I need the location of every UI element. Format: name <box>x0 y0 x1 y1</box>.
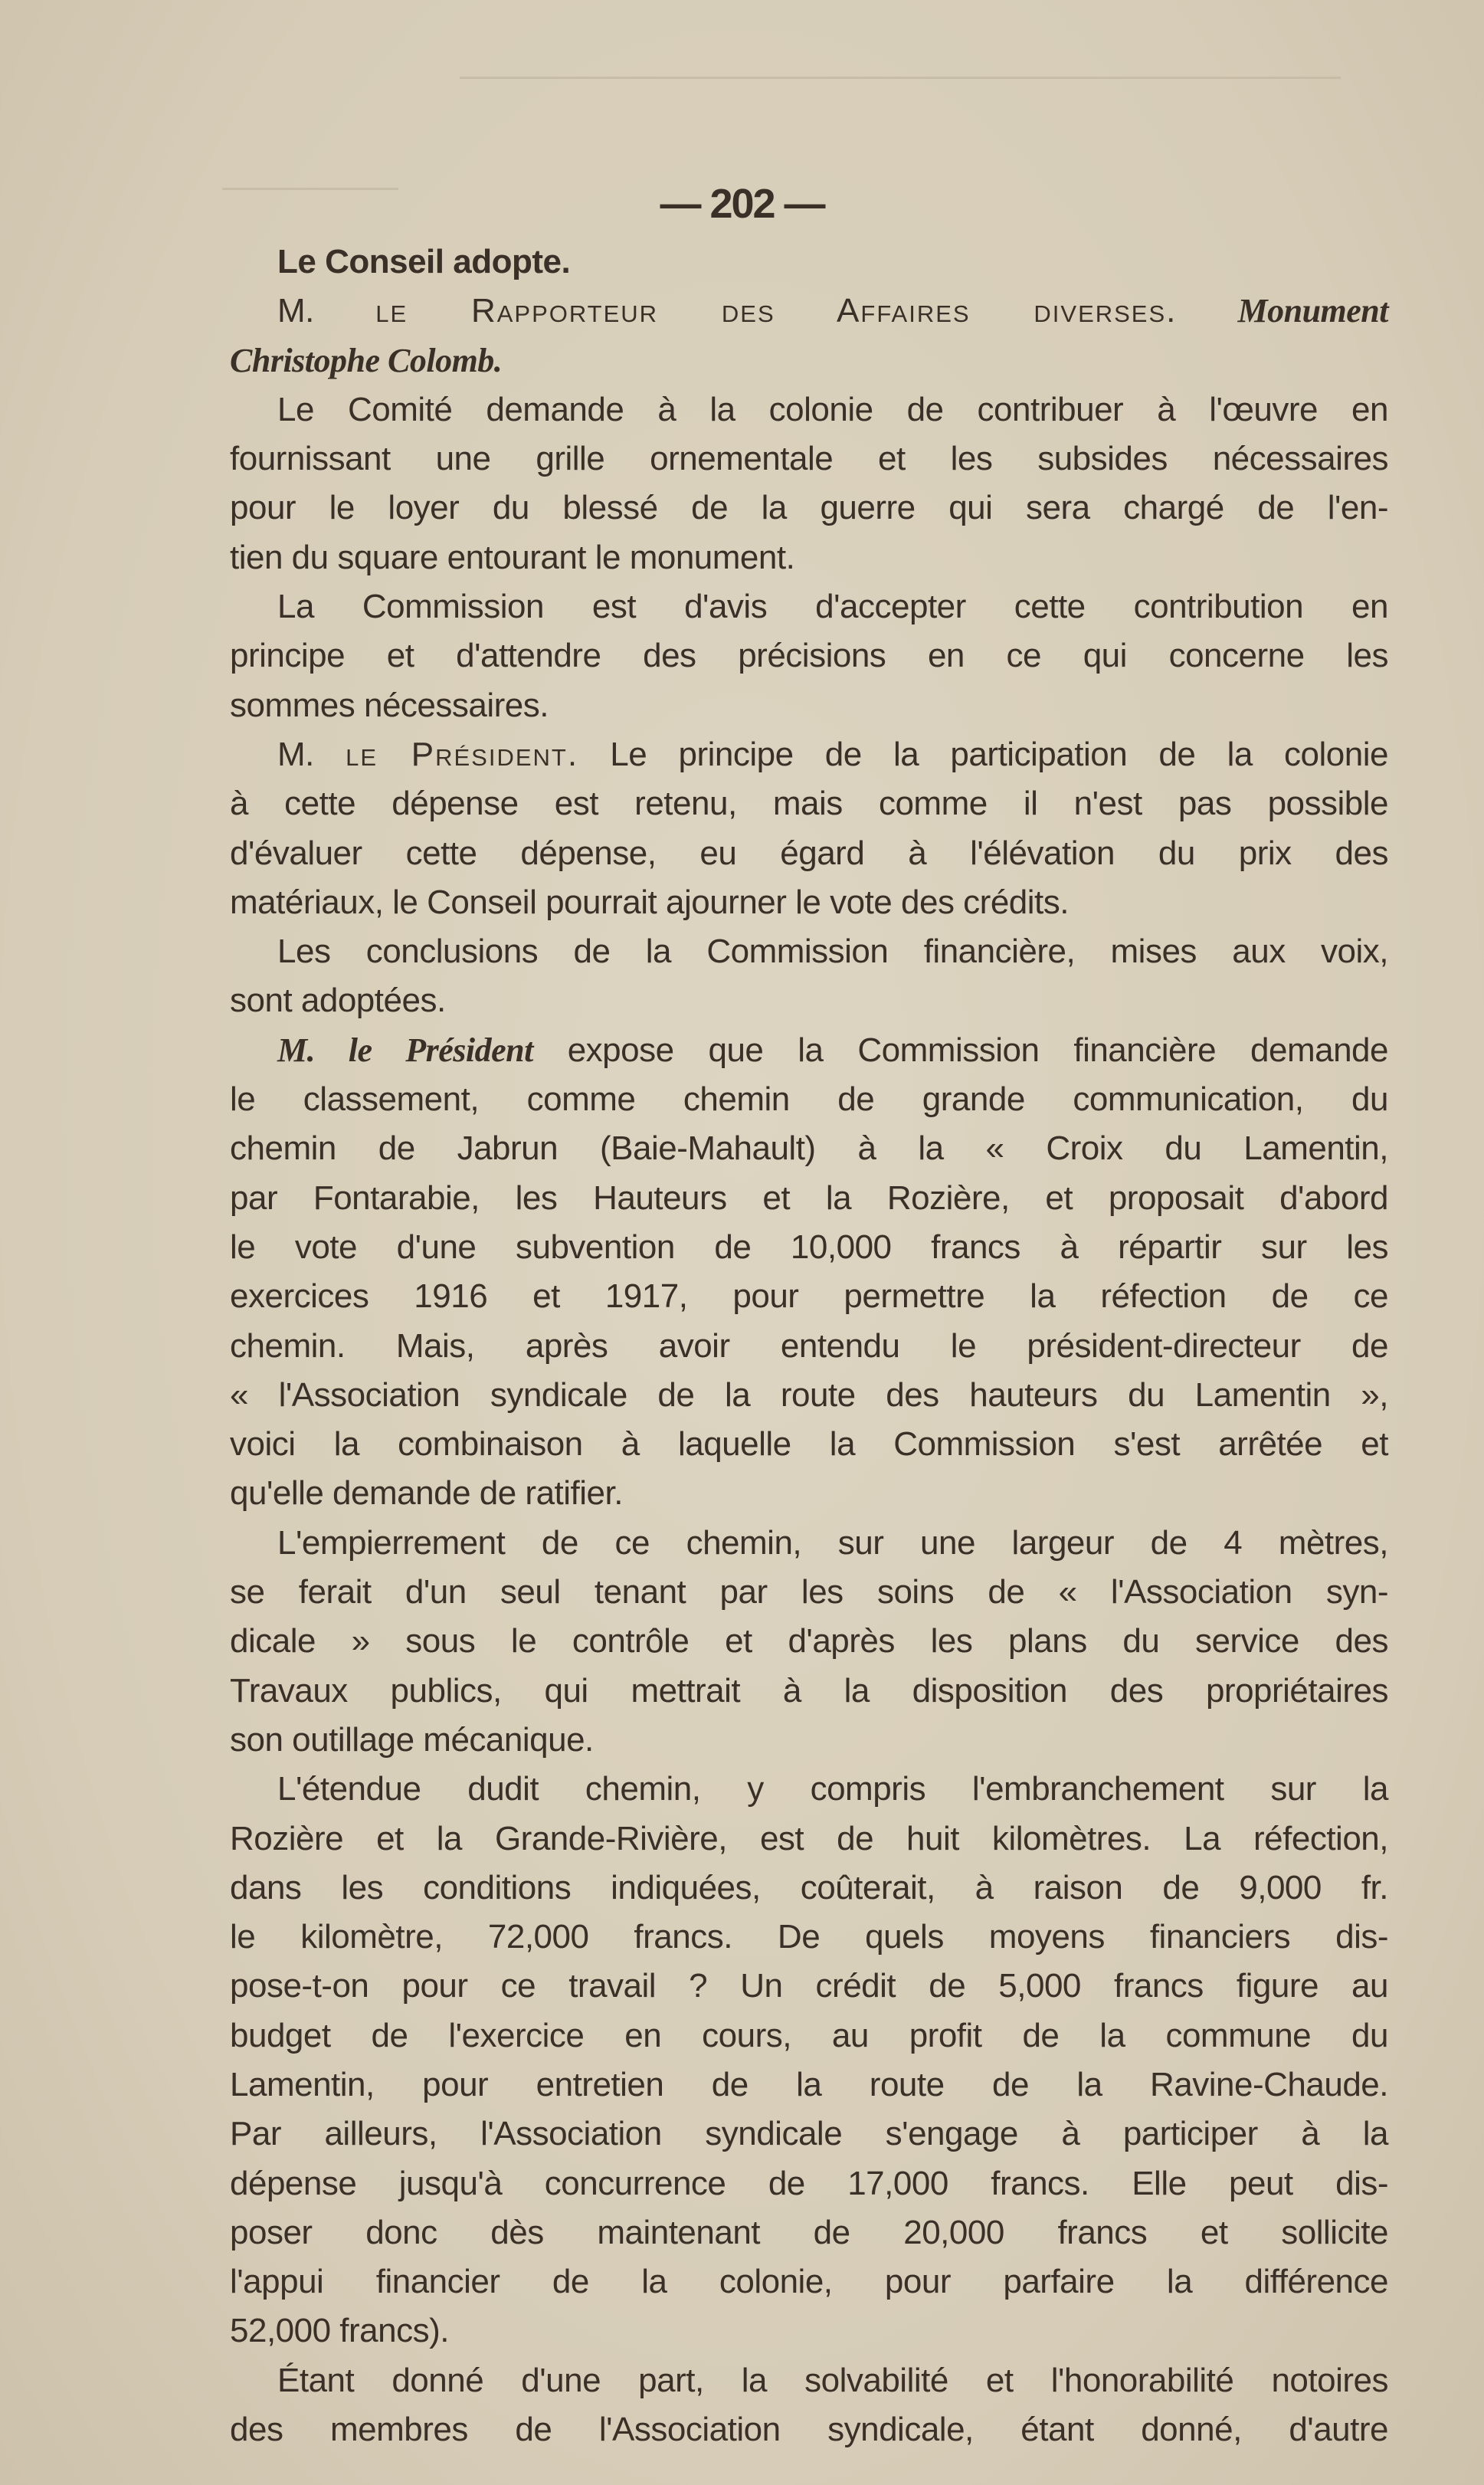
text-line <box>230 336 1388 385</box>
text-line <box>230 1568 1388 1617</box>
scan-smudge <box>460 77 1341 79</box>
text-line <box>230 2060 1388 2110</box>
text-line <box>230 976 1388 1025</box>
text-line <box>230 1815 1388 1864</box>
text-line <box>230 2356 1388 2405</box>
text-line <box>230 1371 1388 1420</box>
text-segment: tien du square entourant le monument. <box>230 538 795 576</box>
text-segment: le kilomètre, 72,000 francs. De quels moyens financiers dis- <box>230 1918 1388 1956</box>
text-segment: d'évaluer cette dépense, eu égard à l'élévation du prix des <box>230 834 1388 872</box>
text-segment: dans les conditions indiquées, coûterait, à raison de 9,000 fr. <box>230 1868 1388 1906</box>
text-line <box>230 533 1388 582</box>
text-line <box>230 1469 1388 1518</box>
text-segment: exercices 1916 et 1917, pour permettre la réfection de ce <box>230 1277 1388 1316</box>
text-line <box>230 2405 1388 2454</box>
text-line <box>230 484 1388 533</box>
text-line <box>230 1272 1388 1321</box>
text-segment: des membres de l'Association syndicale, étant donné, d'autre <box>230 2411 1388 2449</box>
text-line <box>230 1667 1388 1716</box>
text-line <box>230 1962 1388 2011</box>
text-segment: fournissant une grille ornementale et les subsides nécessaires <box>230 440 1388 478</box>
text-segment: « l'Association syndicale de la route des hauteurs du Lamentin », <box>230 1375 1388 1414</box>
text-line <box>230 1075 1388 1124</box>
text-segment: M. <box>277 735 346 773</box>
text-segment: L'étendue dudit chemin, y compris l'embranchement sur la <box>277 1770 1388 1808</box>
text-line <box>230 1765 1388 1814</box>
body-text <box>230 238 1388 2454</box>
text-segment: le vote d'une subvention de 10,000 francs à répartir sur les <box>230 1228 1388 1266</box>
text-line <box>230 1864 1388 1913</box>
text-segment: Par ailleurs, l'Association syndicale s'engage à participer à la <box>230 2115 1388 2153</box>
text-line <box>230 287 1388 336</box>
text-line <box>230 2110 1388 2159</box>
text-line <box>230 385 1388 434</box>
text-segment: le Président. <box>346 735 579 773</box>
text-segment: Travaux publics, qui mettrait à la disposition des propriétaires <box>230 1671 1388 1710</box>
text-segment: chemin. Mais, après avoir entendu le président-directeur de <box>230 1326 1388 1365</box>
page-number: — 202 — <box>660 181 824 227</box>
text-segment: Christophe Colomb. <box>230 341 503 379</box>
text-segment: pour le loyer du blessé de la guerre qui sera chargé de l'en- <box>230 489 1388 527</box>
text-segment: M. le Président <box>277 1031 533 1069</box>
text-segment: chemin de Jabrun (Baie-Mahault) à la « Croix du Lamentin, <box>230 1129 1388 1168</box>
text-line <box>230 779 1388 828</box>
text-segment: sont adoptées. <box>230 982 446 1020</box>
text-line <box>230 582 1388 631</box>
text-line <box>230 1026 1388 1075</box>
text-line <box>230 829 1388 878</box>
text-segment: sommes nécessaires. <box>230 686 549 724</box>
text-line <box>230 730 1388 779</box>
text-line <box>230 927 1388 976</box>
text-line <box>230 681 1388 730</box>
text-segment: expose que la Commission financière demande <box>532 1031 1388 1069</box>
text-segment: le classement, comme chemin de grande communication, du <box>230 1080 1388 1119</box>
text-line <box>230 238 1388 287</box>
text-segment: son outillage mécanique. <box>230 1720 594 1759</box>
text-segment: par Fontarabie, les Hauteurs et la Rozière, et proposait d'abord <box>230 1179 1388 1217</box>
text-line <box>230 1913 1388 1962</box>
text-segment: principe et d'attendre des précisions en ce qui concerne les <box>230 637 1388 675</box>
text-line <box>230 1124 1388 1173</box>
text-line <box>230 1617 1388 1666</box>
text-line <box>230 2208 1388 2257</box>
text-segment: qu'elle demande de ratifier. <box>230 1474 623 1513</box>
text-segment: pose-t-on pour ce travail ? Un crédit de 5,000 francs figure au <box>230 1967 1388 2005</box>
text-segment: dépense jusqu'à concurrence de 17,000 francs. Elle peut dis- <box>230 2164 1388 2202</box>
text-line <box>230 878 1388 927</box>
text-segment: Le principe de la participation de la colonie <box>578 735 1388 773</box>
text-segment: voici la combinaison à laquelle la Commission s'est arrêtée et <box>230 1425 1388 1464</box>
text-segment: Étant donné d'une part, la solvabilité et l'honorabilité notoires <box>277 2361 1388 2399</box>
text-segment: à cette dépense est retenu, mais comme il n'est pas possible <box>230 785 1388 823</box>
text-line <box>230 434 1388 484</box>
text-segment: l'appui financier de la colonie, pour parfaire la différence <box>230 2263 1388 2301</box>
text-segment: M. <box>277 292 376 330</box>
text-line <box>230 1519 1388 1568</box>
text-line <box>230 2257 1388 2306</box>
text-line <box>230 2306 1388 2356</box>
text-line <box>230 1420 1388 1469</box>
text-segment: 52,000 francs). <box>230 2312 449 2350</box>
text-line <box>230 631 1388 680</box>
text-segment: Les conclusions de la Commission financière, mises aux voix, <box>277 933 1388 971</box>
text-segment: La Commission est d'avis d'accepter cette contribution en <box>277 588 1388 626</box>
text-line <box>230 1716 1388 1765</box>
text-segment: Monument <box>1177 292 1389 330</box>
text-line <box>230 1223 1388 1272</box>
text-segment: matériaux, le Conseil pourrait ajourner le vote des crédits. <box>230 883 1069 921</box>
text-line <box>230 2011 1388 2060</box>
text-segment: poser donc dès maintenant de 20,000 francs et sollicite <box>230 2213 1388 2251</box>
text-segment: Lamentin, pour entretien de la route de la Ravine-Chaude. <box>230 2065 1388 2103</box>
text-segment: budget de l'exercice en cours, au profit de la commune du <box>230 2016 1388 2054</box>
text-segment: Le Conseil adopte. <box>277 243 571 280</box>
text-segment: L'empierrement de ce chemin, sur une largeur de 4 mètres, <box>277 1523 1388 1562</box>
text-line <box>230 1322 1388 1371</box>
text-segment: dicale » sous le contrôle et d'après les plans du service des <box>230 1622 1388 1660</box>
text-segment: se ferait d'un seul tenant par les soins de « l'Association syn- <box>230 1573 1388 1611</box>
text-segment: Le Comité demande à la colonie de contribuer à l'œuvre en <box>277 390 1388 428</box>
text-segment: le Rapporteur des Affaires diverses. <box>375 292 1178 330</box>
text-line <box>230 1174 1388 1223</box>
text-segment: Rozière et la Grande-Rivière, est de huit kilomètres. La réfection, <box>230 1819 1388 1857</box>
text-line <box>230 2159 1388 2208</box>
